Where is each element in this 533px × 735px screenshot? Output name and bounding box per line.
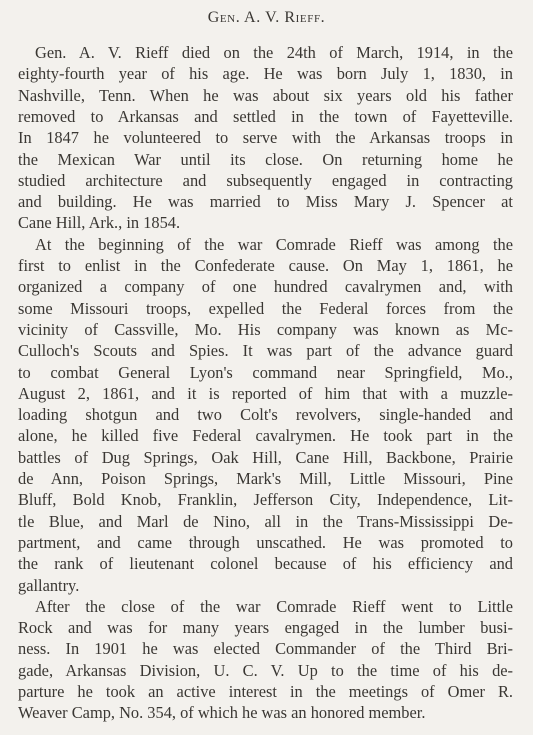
paragraph-2-line-1: At the beginning of the war Comrade Rieff was among the <box>35 234 513 254</box>
paragraph-2-line-2: first to enlist in the Confederate cause. On May 1, 1861, he <box>18 256 513 275</box>
paragraph-2-line-3: organized a company of one hundred cavalrymen and, with <box>18 277 513 297</box>
paragraph-1-line-4: removed to Arkansas and settled in the town of Fayetteville. <box>18 106 513 126</box>
paragraph-2-line-4: some Missouri troops, expelled the Federal forces from the <box>18 298 513 318</box>
paragraph-3-line-5: parture he took an active interest in the meetings of Omer R. <box>18 682 513 701</box>
paragraph-2-line-11: battles of Dug Springs, Oak Hill, Cane Hill, Backbone, Prairie <box>18 447 513 467</box>
paragraph-3-line-6: Weaver Camp, No. 354, of which he was an honored member. <box>18 703 426 723</box>
paragraph-2-line-14: tle Blue, and Marl de Nino, all in the Trans-Mississippi De- <box>18 511 513 531</box>
paragraph-3-line-3: ness. In 1901 he was elected Commander of the Third Bri- <box>18 639 513 659</box>
paragraph-1-line-2: eighty-fourth year of his age. He was born July 1, 1830, in <box>18 64 513 84</box>
paragraph-2-line-10: alone, he killed five Federal cavalrymen. He took part in the <box>18 426 513 446</box>
paragraph-1-line-3: Nashville, Tenn. When he was about six years old his father <box>18 85 513 105</box>
paragraph-3-line-4: gade, Arkansas Division, U. C. V. Up to the time of his de- <box>18 660 513 680</box>
paragraph-2-line-12: de Ann, Poison Springs, Mark's Mill, Little Missouri, Pine <box>18 469 513 488</box>
paragraph-1-line-1: Gen. A. V. Rieff died on the 24th of March, 1914, in the <box>35 43 513 62</box>
paragraph-1-line-5: In 1847 he volunteered to serve with the Arkansas troops in <box>18 128 513 148</box>
paragraph-2-line-17: gallantry. <box>18 575 80 595</box>
paragraph-1-line-6: the Mexican War until its close. On returning home he <box>18 149 513 169</box>
paragraph-2-line-13: Bluff, Bold Knob, Franklin, Jefferson City, Independence, Lit- <box>18 490 513 510</box>
paragraph-1-line-8: and building. He was married to Miss Mary J. Spencer at <box>18 192 513 212</box>
paragraph-2-line-9: loading shotgun and two Colt's revolvers, single-handed and <box>18 405 513 425</box>
paragraph-2-line-6: Culloch's Scouts and Spies. It was part of the advance guard <box>18 341 513 361</box>
paragraph-2-line-8: August 2, 1861, and it is reported of him that with a muzzle- <box>18 383 513 403</box>
paragraph-2-line-7: to combat General Lyon's command near Springfield, Mo., <box>18 362 513 382</box>
article-title: Gen. A. V. Rieff. <box>207 9 326 26</box>
paragraph-3-line-2: Rock and was for many years engaged in the lumber busi- <box>18 618 513 638</box>
paragraph-1-line-9: Cane Hill, Ark., in 1854. <box>18 213 181 233</box>
paragraph-3-line-1: After the close of the war Comrade Rieff went to Little <box>35 596 513 616</box>
paragraph-2-line-5: vicinity of Cassville, Mo. His company was known as Mc- <box>18 319 513 339</box>
paragraph-2-line-16: the rank of lieutenant colonel because of his efficiency and <box>18 554 513 574</box>
paragraph-1-line-7: studied architecture and subsequently engaged in contracting <box>18 170 513 190</box>
paragraph-2-line-15: partment, and came through unscathed. He was promoted to <box>18 532 513 552</box>
